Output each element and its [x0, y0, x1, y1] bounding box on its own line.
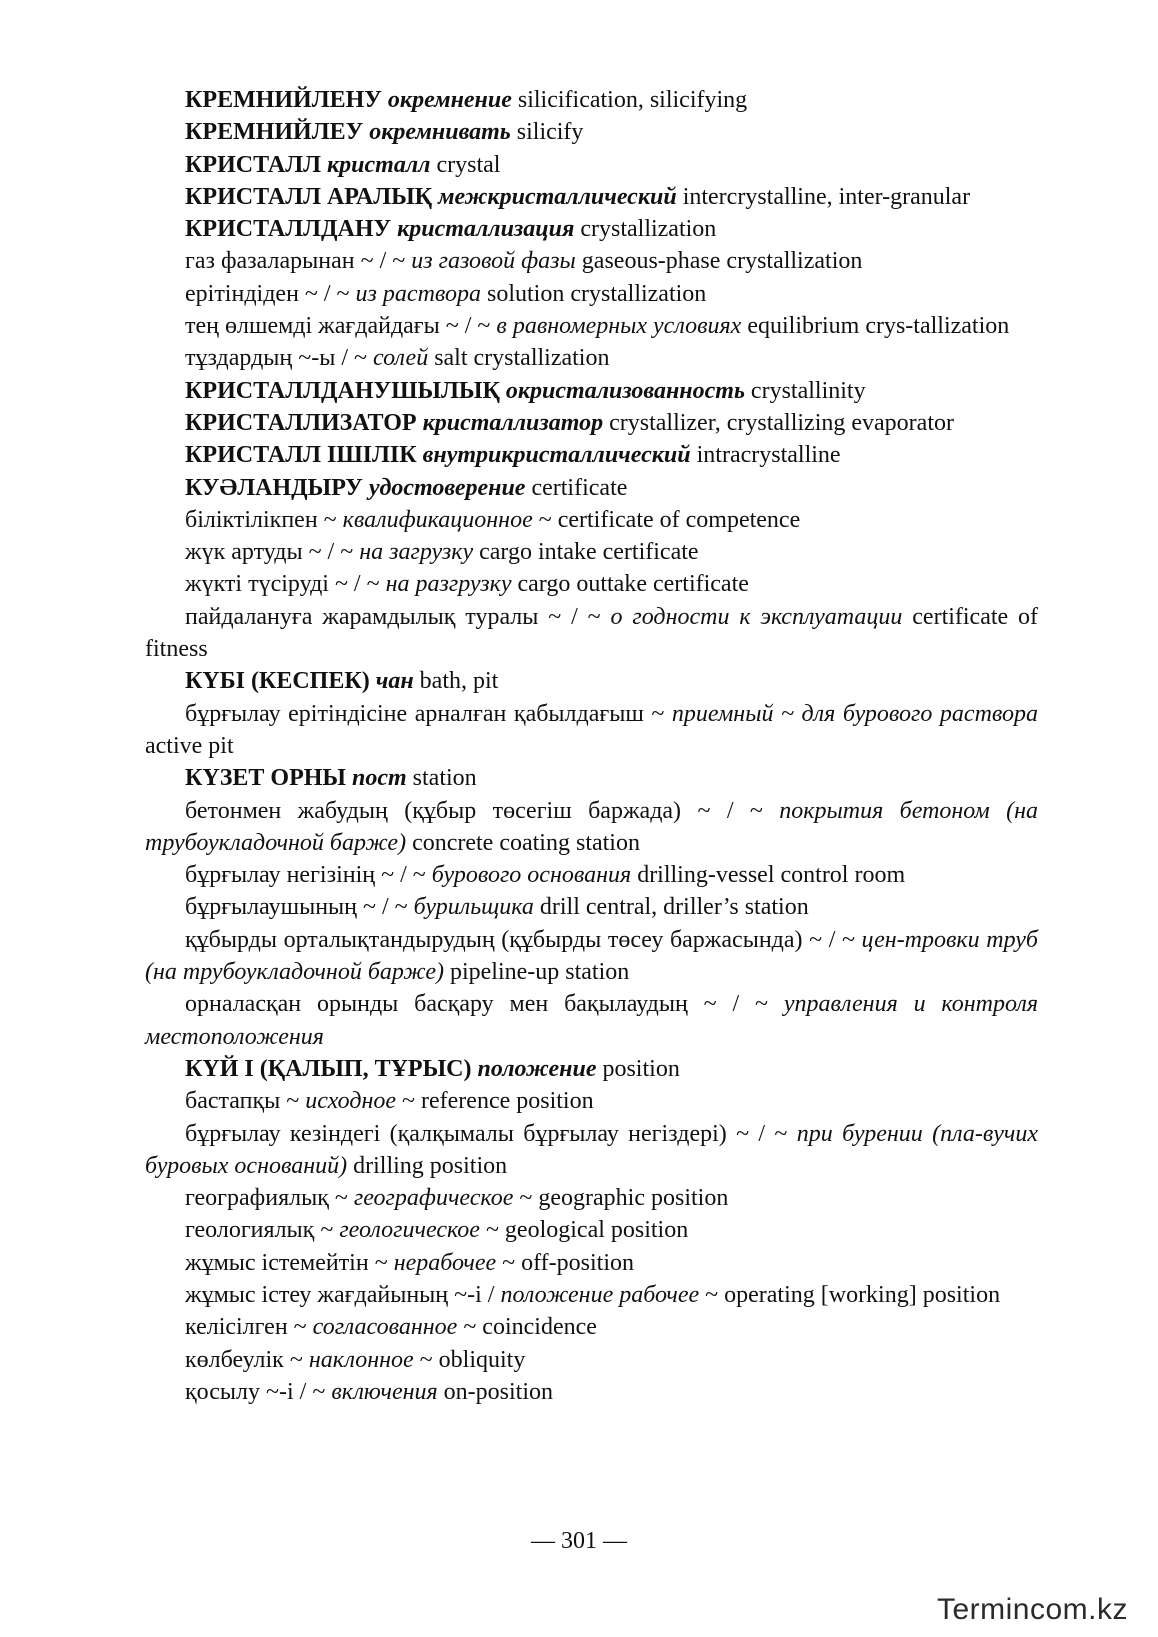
kazakh-headword: КҮЙ І (ҚАЛЫП, ТҰРЫС)	[185, 1055, 472, 1082]
russian-term: о годности к эксплуатации	[610, 603, 903, 630]
headword-entry	[145, 149, 1038, 181]
headword-entry	[145, 116, 1038, 148]
english-term: active pit	[145, 732, 234, 759]
english-term: crystallizer, crystallizing evaporator	[609, 409, 954, 436]
headword-entry	[145, 1053, 1038, 1085]
english-term: obliquity	[438, 1346, 526, 1373]
russian-term: в равномерных условиях	[496, 313, 742, 340]
kazakh-term: геологиялық ~	[185, 1217, 334, 1244]
russian-term: положение рабочее	[500, 1281, 700, 1308]
kazakh-term: құбырды орталықтандырудың (құбырды төсеу баржасында) ~ / ~	[185, 926, 855, 953]
english-term: cargo outtake certificate	[517, 571, 749, 598]
kazakh-term: орналасқан орынды басқару мен бақылаудың ~ / ~	[185, 991, 769, 1018]
russian-term: наклонное	[308, 1346, 414, 1373]
kazakh-headword: КРЕМНИЙЛЕУ	[185, 119, 364, 146]
kazakh-term: келісілген ~	[185, 1314, 307, 1341]
sub-entry	[145, 1118, 1038, 1183]
kazakh-headword: КРИСТАЛЛДАНУ	[185, 216, 392, 243]
english-term: equilibrium crys-tallization	[747, 313, 1010, 340]
sub-entry	[145, 988, 1038, 1053]
english-term: crystal	[436, 151, 501, 178]
russian-term: окремнение	[387, 87, 512, 113]
headword-entry	[145, 472, 1038, 504]
russian-term: кристалл	[326, 151, 431, 178]
kazakh-term: қосылу ~-і / ~	[185, 1378, 326, 1405]
tilde-marker: ~	[519, 1185, 533, 1212]
english-term: crystallization	[580, 216, 717, 243]
english-term: drilling-vessel control room	[637, 862, 906, 889]
kazakh-term: бұрғылау кезіндегі (қалқымалы бұрғылау негіздері) ~ / ~	[185, 1120, 788, 1147]
kazakh-term: жұмыс істемейтін ~	[185, 1249, 388, 1276]
kazakh-term: бетонмен жабудың (құбыр төсегіш баржада) ~ / ~	[185, 797, 763, 824]
sub-entry	[145, 698, 1038, 763]
kazakh-term: тұздардың ~-ы / ~	[185, 345, 368, 372]
english-term: geographic position	[538, 1185, 729, 1212]
english-term: on-position	[443, 1378, 554, 1405]
headword-entry	[145, 439, 1038, 471]
sub-entry	[145, 1214, 1038, 1246]
headword-entry	[145, 375, 1038, 407]
kazakh-headword: КРИСТАЛЛИЗАТОР	[185, 409, 417, 436]
tilde-marker: ~	[538, 506, 552, 533]
english-term: drilling position	[353, 1152, 508, 1179]
english-term: drill central, driller’s station	[539, 894, 809, 921]
sub-entry	[145, 1376, 1038, 1408]
russian-term: окремнивать	[369, 119, 511, 146]
kazakh-headword: КРИСТАЛЛ ІШІЛІК	[185, 442, 417, 469]
english-term: bath, pit	[419, 668, 499, 695]
english-term: intracrystalline	[696, 442, 841, 469]
russian-term: при бурении (пла-вучих буровых оснований)	[145, 1120, 1039, 1179]
sub-entry	[145, 795, 1038, 860]
headword-entry	[145, 181, 1038, 213]
sub-entry	[145, 342, 1038, 374]
kazakh-term: географиялық ~	[185, 1185, 348, 1212]
russian-term: геологическое	[339, 1217, 480, 1244]
english-term: salt crystallization	[434, 345, 610, 372]
sub-entry	[145, 536, 1038, 568]
tilde-marker: ~	[705, 1281, 719, 1308]
headword-entry	[145, 84, 1038, 116]
english-term: certificate of fitness	[145, 603, 1039, 663]
english-term: certificate	[531, 474, 628, 501]
kazakh-headword: КРИСТАЛЛДАНУШЫЛЫҚ	[185, 377, 500, 404]
kazakh-headword: КРИСТАЛЛ	[185, 151, 321, 178]
kazakh-term: ерітіндіден ~ / ~	[185, 280, 350, 307]
english-term: coincidence	[482, 1314, 597, 1341]
sub-entry	[145, 568, 1038, 600]
kazakh-term: көлбеулік ~	[185, 1346, 303, 1373]
russian-term: покрытия бетоном (на трубоукладочной барже)	[145, 797, 1039, 856]
tilde-marker: ~	[419, 1346, 433, 1373]
english-term: pipeline-up station	[449, 959, 630, 986]
sub-entry	[145, 310, 1038, 342]
sub-entry	[145, 601, 1038, 666]
sub-entry	[145, 1279, 1038, 1311]
kazakh-headword: КРЕМНИЙЛЕНУ	[185, 87, 382, 113]
sub-entry	[145, 924, 1038, 989]
kazakh-headword: КУӘЛАНДЫРУ	[185, 474, 363, 501]
sub-entry	[145, 1247, 1038, 1279]
tilde-marker: ~	[502, 1249, 516, 1276]
russian-term: на разгрузку	[385, 571, 512, 598]
russian-term: удостоверение	[368, 474, 526, 501]
russian-term: кристаллизатор	[422, 409, 604, 436]
sub-entry	[145, 1182, 1038, 1214]
english-term: station	[412, 765, 477, 792]
headword-entry	[145, 762, 1038, 794]
english-term: position	[602, 1055, 680, 1082]
kazakh-term: газ фазаларынан ~ / ~	[185, 248, 406, 275]
russian-term: включения	[331, 1378, 438, 1405]
termincom-logo	[937, 1590, 1128, 1630]
english-term: intercrystalline, inter-granular	[682, 183, 971, 210]
english-term: certificate of competence	[557, 506, 801, 533]
russian-term: на загрузку	[359, 539, 474, 566]
english-term: operating [working] position	[724, 1281, 1001, 1308]
russian-term: чан	[375, 668, 414, 695]
russian-term: солей	[373, 345, 429, 372]
kazakh-term: бастапқы ~	[185, 1088, 300, 1115]
kazakh-term: бұрғылау ерітіндісіне арналған қабылдағыш ~	[185, 700, 665, 727]
russian-term: кристаллизация	[397, 216, 575, 243]
kazakh-term: бұрғылау негізінің ~ / ~	[185, 862, 426, 889]
sub-entry	[145, 1344, 1038, 1376]
english-term: reference position	[421, 1088, 594, 1115]
tilde-marker: ~	[402, 1088, 416, 1115]
english-term: silicify	[516, 119, 584, 146]
kazakh-term: пайдалануға жарамдылық туралы ~ / ~	[185, 603, 601, 630]
english-term: geological position	[504, 1217, 689, 1244]
russian-term: из газовой фазы	[411, 248, 576, 275]
kazakh-headword: КҮБІ (КЕСПЕК)	[185, 668, 370, 695]
russian-term: исходное	[305, 1088, 397, 1115]
sub-entry	[145, 245, 1038, 277]
kazakh-term: бұрғылаушының ~ / ~	[185, 894, 408, 921]
english-term: concrete coating station	[412, 829, 640, 856]
kazakh-term: біліктілікпен ~	[185, 506, 337, 533]
russian-term: управления и контроля местоположения	[145, 991, 1039, 1050]
kazakh-term: жүк артуды ~ / ~	[185, 539, 354, 566]
english-term: cargo intake certificate	[479, 539, 699, 566]
sub-entry	[145, 1085, 1038, 1117]
kazakh-term: тең өлшемді жағдайдағы ~ / ~	[185, 313, 491, 340]
dictionary-page	[145, 84, 1038, 1408]
english-term: off-position	[521, 1249, 635, 1276]
kazakh-headword: КҮЗЕТ ОРНЫ	[185, 765, 346, 792]
russian-term: положение	[477, 1055, 597, 1082]
russian-term: цен-тровки труб (на трубоукладочной барже)	[145, 926, 1038, 986]
headword-entry	[145, 665, 1038, 697]
russian-term: согласованное	[312, 1314, 458, 1341]
russian-term: межкристаллический	[438, 183, 677, 210]
kazakh-term: жұмыс істеу жағдайының ~-і /	[185, 1281, 495, 1308]
russian-term: приемный ~ для бурового раствора	[671, 700, 1039, 727]
russian-term: квалификационное	[342, 506, 533, 533]
sub-entry	[145, 504, 1038, 536]
sub-entry	[145, 1311, 1038, 1343]
kazakh-headword: КРИСТАЛЛ АРАЛЫҚ	[185, 183, 433, 210]
sub-entry	[145, 278, 1038, 310]
kazakh-term: жүкті түсіруді ~ / ~	[185, 571, 380, 598]
russian-term: бурового основания	[431, 862, 632, 889]
russian-term: нерабочее	[393, 1249, 497, 1276]
russian-term: окристализованность	[505, 377, 745, 404]
russian-term: бурильщика	[413, 894, 534, 921]
sub-entry	[145, 859, 1038, 891]
tilde-marker: ~	[463, 1314, 477, 1341]
russian-term: географическое	[353, 1185, 514, 1212]
russian-term: из раствора	[355, 280, 481, 307]
sub-entry	[145, 891, 1038, 923]
english-term: silicification, silicifying	[517, 87, 748, 113]
english-term: crystallinity	[750, 377, 866, 404]
watermark-text: Termincom.kz	[936, 1593, 1128, 1626]
tilde-marker: ~	[485, 1217, 499, 1244]
english-term: solution crystallization	[487, 280, 707, 307]
page-number: — 301 —	[531, 1528, 627, 1554]
russian-term: внутрикристаллический	[422, 442, 691, 469]
headword-entry	[145, 407, 1038, 439]
headword-entry	[145, 213, 1038, 245]
english-term: gaseous-phase crystallization	[581, 248, 863, 275]
russian-term: пост	[351, 765, 407, 792]
